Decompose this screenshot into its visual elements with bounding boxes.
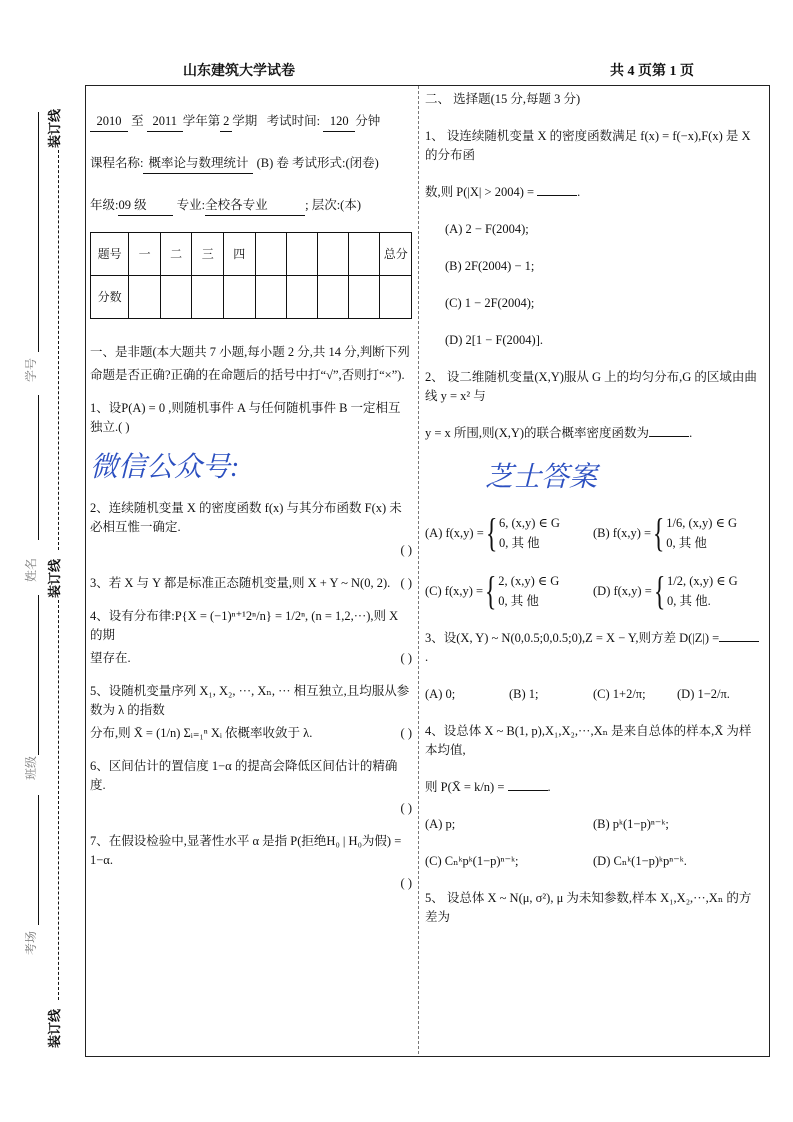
answer-paren[interactable]: ( ) [400, 543, 412, 557]
s2-q3-options [425, 685, 761, 704]
s1-question-5: 5、设随机变量序列 X₁, X₂, ···, Xₙ, ··· 相互独立,且均服从参数为 λ 的指数 [90, 684, 410, 717]
section1-title: 一、是非题(本大题共 7 小题,每小题 2 分,共 14 分,判断下列 [90, 345, 410, 359]
piecewise-condition: (x,y) ∈ G [689, 574, 738, 588]
score-header-cell: 三 [192, 233, 224, 276]
option-b: (B) 1; [509, 687, 539, 701]
major-label: 专业: [176, 198, 206, 212]
term-line [90, 112, 412, 132]
option-d [593, 568, 761, 613]
piecewise-value: 1/6, [666, 516, 686, 530]
option-b: (B) pᵏ(1−p)ⁿ⁻ᵏ; [593, 817, 669, 831]
piecewise-value: 1/2, [666, 574, 687, 588]
score-table-score-row [91, 276, 412, 319]
right-column [425, 90, 761, 927]
year-suffix: 学年第 [182, 114, 221, 128]
name-field[interactable] [38, 395, 39, 540]
answer-blank[interactable] [719, 641, 759, 642]
s1-question-2: 2、连续随机变量 X 的密度函数 f(x) 与其分布函数 F(x) 未必相互惟一确定. [90, 501, 402, 534]
s1-question-4-cont: 望存在. [90, 651, 131, 665]
brace-symbol: { [485, 510, 498, 555]
paren-row [90, 799, 412, 818]
score-header-cell: 一 [129, 233, 161, 276]
watermark-line-2: 芝士答案 [485, 462, 598, 493]
option-a: (A) 0; [425, 687, 456, 701]
paren-row [90, 541, 412, 560]
term-number: 2 [220, 112, 232, 132]
option-b [593, 510, 761, 555]
grade-line [90, 196, 412, 216]
class-label: 班级 [24, 755, 38, 780]
paren-row [90, 874, 412, 893]
s1-question-3-row [90, 574, 412, 593]
student-id-label: 学号 [24, 357, 38, 382]
s2-q2-options [425, 510, 761, 613]
option-d: (D) Cₙᵏ(1−p)ᵏpⁿ⁻ᵏ. [593, 854, 687, 868]
period: . [425, 650, 429, 664]
s2-question-1-cont [425, 183, 761, 202]
course-label: 课程名称: [90, 156, 144, 170]
grade-label: 年级: [90, 198, 119, 212]
score-header-cell [349, 233, 380, 276]
option-d: (D) 1−2/π. [677, 687, 730, 701]
score-cell[interactable] [317, 276, 348, 319]
score-header-cell: 题号 [91, 233, 129, 276]
binding-dotted-line [58, 600, 59, 1000]
s1-question-6: 6、区间估计的置信度 1−α 的提高会降低区间估计的精确度. [90, 759, 398, 792]
brace-symbol: { [484, 568, 497, 613]
s2-question-2: 2、 设二维随机变量(X,Y)服从 G 上的均匀分布,G 的区域由曲线 y = x² 与 [425, 370, 757, 403]
answer-blank[interactable] [508, 790, 548, 791]
option-c: (C) Cₙᵏpᵏ(1−p)ⁿ⁻ᵏ; [425, 854, 519, 868]
time-unit: 分钟 [355, 114, 381, 128]
score-header-cell [255, 233, 286, 276]
piecewise-otherwise: 0, 其 他 [498, 594, 539, 608]
section1-title-2: 命题是否正确?正确的在命题后的括号中打“√”,否则打“×”). [90, 368, 405, 382]
option-a: (A) 2 − F(2004); [445, 222, 529, 236]
score-cell[interactable] [224, 276, 256, 319]
binding-dotted-line [58, 150, 59, 550]
piecewise-condition: (x,y) ∈ G [510, 574, 560, 588]
s1-question-4: 4、设有分布律:P{X = (−1)ⁿ⁺¹2ⁿ/n} = 1/2ⁿ, (n = 1,2,···),则 X 的期 [90, 609, 399, 642]
s2-question-1: 1、 设连续随机变量 X 的密度函数满足 f(x) = f(−x),F(x) 是 X 的分布函 [425, 129, 751, 162]
name-label: 姓名 [24, 557, 38, 582]
period: . [547, 780, 551, 794]
score-header-cell: 总分 [380, 233, 412, 276]
binding-line-label: 装订线 [47, 108, 62, 148]
s2-q1-options [425, 220, 761, 350]
s2-question-4: 4、设总体 X ~ B(1, p),X₁,X₂,···,Xₙ 是来自总体的样本,X̄ 为样本均值, [425, 724, 752, 757]
score-row-label: 分数 [91, 276, 129, 319]
binding-line-label: 装订线 [47, 558, 62, 598]
course-line [90, 154, 412, 174]
score-cell[interactable] [380, 276, 412, 319]
exam-room-field[interactable] [38, 795, 39, 925]
piecewise-otherwise: 0, 其 他 [666, 536, 707, 550]
watermark-line-1: 微信公众号: [90, 452, 240, 483]
option-c: (C) 1 − 2F(2004); [445, 296, 535, 310]
score-header-cell [286, 233, 317, 276]
page-info: 共 4 页第 1 页 [610, 64, 694, 79]
option-label: (D) f(x,y) = [593, 583, 652, 598]
piecewise-otherwise: 0, 其 他 [498, 536, 540, 550]
score-cell[interactable] [286, 276, 317, 319]
question-text: y = x 所围,则(X,Y)的联合概率密度函数为 [425, 426, 650, 440]
s1-question-5-row [90, 724, 412, 743]
binding-line-label: 装订线 [47, 1008, 62, 1048]
piecewise-value: 6, [498, 516, 509, 530]
score-header-cell: 四 [224, 233, 256, 276]
major-value: 全校各专业 [205, 196, 305, 216]
class-field[interactable] [38, 595, 39, 755]
option-label: (A) f(x,y) = [425, 525, 484, 540]
piecewise-condition: (x,y) ∈ G [511, 516, 560, 530]
question-text: 3、设(X, Y) ~ N(0,0.5;0,0.5;0),Z = X − Y,则方差 D(|Z|) = [425, 631, 720, 645]
period: . [577, 185, 581, 199]
s2-question-4-cont [425, 778, 761, 797]
s1-question-4-row [90, 649, 412, 668]
answer-paren[interactable]: ( ) [400, 876, 412, 890]
question-text: 数,则 P(|X| > 2004) = [425, 185, 535, 199]
piecewise-otherwise: 0, 其 他. [666, 594, 711, 608]
score-cell[interactable] [255, 276, 286, 319]
question-text: 则 P(X̄ = k/n) = [425, 780, 505, 794]
term-suffix: 学期 [232, 114, 258, 128]
answer-paren[interactable]: ( ) [400, 726, 412, 740]
section2-title: 二、 选择题(15 分,每题 3 分) [425, 92, 581, 106]
score-cell[interactable] [160, 276, 192, 319]
grade-value: 09 级 [118, 196, 173, 216]
time-label: 考试时间: [266, 114, 321, 128]
student-id-field[interactable] [38, 112, 39, 352]
option-c: (C) 1+2/π; [593, 687, 646, 701]
s2-question-5: 5、 设总体 X ~ N(μ, σ²), μ 为未知参数,样本 X₁,X₂,···,Xₙ 的方差为 [425, 891, 752, 924]
piecewise-body [666, 513, 737, 553]
score-table [90, 232, 412, 319]
score-cell[interactable] [129, 276, 161, 319]
column-divider [418, 86, 419, 1054]
year-from: 2010 [90, 112, 128, 132]
answer-paren[interactable]: ( ) [400, 576, 412, 590]
course-name: 概率论与数理统计 [143, 154, 253, 174]
brace-symbol: { [652, 510, 665, 555]
exam-form: 考试形式:(闭卷) [292, 156, 379, 170]
option-b: (B) 2F(2004) − 1; [445, 259, 535, 273]
s1-question-7: 7、在假设检验中,显著性水平 α 是指 P(拒绝H₀ | H₀为假) = 1−α. [90, 834, 402, 867]
answer-blank[interactable] [649, 436, 689, 437]
piecewise-body [499, 513, 560, 553]
score-header-cell: 二 [160, 233, 192, 276]
left-column [90, 112, 412, 893]
option-a [425, 510, 593, 555]
s2-question-3 [425, 629, 761, 667]
piecewise-body [498, 571, 559, 611]
piecewise-condition: (x,y) ∈ G [688, 516, 737, 530]
year-to: 2011 [147, 112, 183, 132]
piecewise-body [667, 571, 738, 611]
answer-blank[interactable] [537, 195, 577, 196]
school-title: 山东建筑大学试卷 [183, 64, 295, 79]
option-label: (B) f(x,y) = [593, 525, 652, 540]
s1-question-1: 1、设P(A) = 0 ,则随机事件 A 与任何随机事件 B 一定相互独立.( ) [90, 401, 401, 434]
option-d: (D) 2[1 − F(2004)]. [445, 333, 544, 347]
answer-paren[interactable]: ( ) [400, 801, 412, 815]
answer-paren[interactable]: ( ) [400, 651, 412, 665]
score-header-cell [317, 233, 348, 276]
piecewise-value: 2, [498, 574, 508, 588]
score-cell[interactable] [349, 276, 380, 319]
s1-question-3: 3、若 X 与 Y 都是标准正态随机变量,则 X + Y ~ N(0, 2). [90, 576, 391, 590]
s2-question-2-cont [425, 424, 761, 443]
level-label: ; 层次:(本) [305, 198, 361, 212]
score-table-header-row [91, 233, 412, 276]
exam-room-label: 考场 [24, 930, 38, 955]
option-a: (A) p; [425, 817, 456, 831]
to-label: 至 [131, 114, 144, 128]
paper-version: (B) 卷 [256, 156, 289, 170]
option-label: (C) f(x,y) = [425, 583, 484, 598]
period: . [689, 426, 693, 440]
time-value: 120 [323, 112, 355, 132]
brace-symbol: { [653, 568, 666, 613]
s2-q4-options [425, 815, 761, 871]
s1-question-5-cont: 分布,则 X̄ = (1/n) Σᵢ₌₁ⁿ Xᵢ 依概率收敛于 λ. [90, 726, 313, 740]
score-cell[interactable] [192, 276, 224, 319]
option-c [425, 568, 593, 613]
